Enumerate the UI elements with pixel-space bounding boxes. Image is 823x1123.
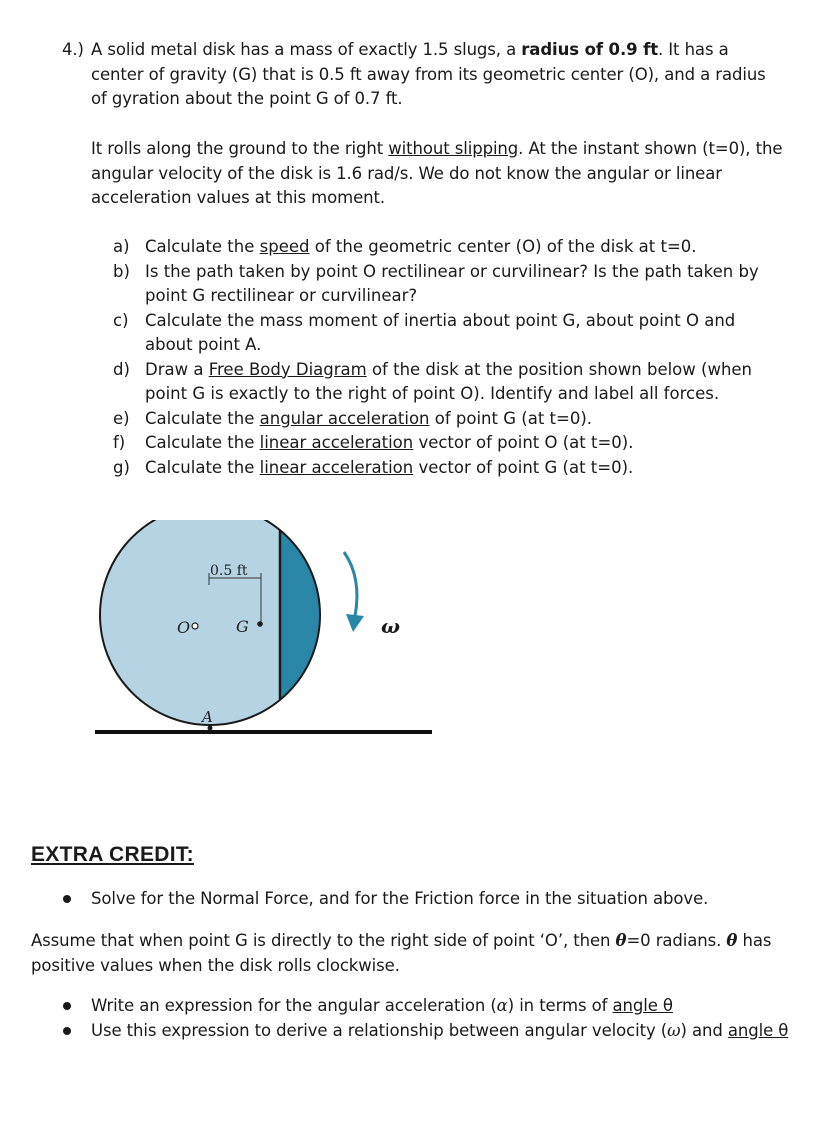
omega-arrowhead-icon [346,614,364,632]
extra-bullet-1: Solve for the Normal Force, and for the Friction force in the situation above. [91,889,709,908]
point-g-marker [257,621,263,627]
extra-bullet-3: Use this expression to derive a relationship between angular velocity (ω) and angle θ [91,1021,789,1040]
omega-label: ω [381,614,401,638]
omega-arrow-icon [344,552,357,616]
question-parts-list [113,235,763,480]
disk-dark-edge [280,520,340,740]
p1-text-c: . It has a center of gravity (G) that is 0.5 ft away from its geometric center (O), and a radius of gyration about the point G of 0.7 ft. [91,40,766,108]
bullet-dot-1 [63,895,71,903]
part-f: f) Calculate the linear acceleration vector of point O (at t=0). [113,433,634,452]
p1-radius-bold: radius of 0.9 ft [521,40,658,59]
point-g-label: G [236,617,249,636]
p1-text-a: A solid metal disk has a mass of exactly 1.5 slugs, a [91,40,522,59]
part-a: a) Calculate the speed of the geometric center (O) of the disk at t=0. [113,237,697,256]
angle-theta-underlined: angle θ [612,996,673,1015]
extra-assumption: Assume that when point G is directly to the right side of point ‘O’, then θ=0 radians. θ has positive values when the disk rolls clockwise. [31,931,772,975]
angle-theta-underlined-2: angle θ [727,1021,789,1040]
extra-bullet-2: Write an expression for the angular acceleration (α) in terms of angle θ [91,996,673,1015]
point-a-marker [208,726,213,731]
p2-text-c: . At the instant shown (t=0), the angular velocity of the disk is 1.6 rad/s. We do not know the angular or linear acceleration values at this moment. [91,139,783,207]
theta-symbol-2: θ [726,931,738,950]
omega-symbol: ω [667,1021,681,1040]
p2-without-slipping: without slipping [388,139,519,158]
point-o-marker [192,623,198,629]
point-o-label: O [177,618,191,637]
alpha-symbol: α [496,996,508,1015]
part-b: b) Is the path taken by point O rectilinear or curvilinear? Is the path taken by point G rectilinear or curvilinear? [113,261,759,305]
part-c: c) Calculate the mass moment of inertia about point G, about point O and about point A. [113,310,736,354]
dimension-label: 0.5 ft [210,563,248,579]
point-a-label: A [202,708,213,726]
bullet-dot-2 [63,1002,71,1010]
problem-paragraph-1 [91,38,781,112]
part-d: d) Draw a Free Body Diagram of the disk at the position shown below (when point G is exactly to the right of point O). Identify and label all forces. [113,359,753,403]
part-g: g) Calculate the linear acceleration vector of point G (at t=0). [113,457,634,477]
p2-text-a: It rolls along the ground to the right [91,139,389,158]
theta-symbol: θ [615,931,627,950]
part-e: e) Calculate the angular acceleration of point G (at t=0). [113,408,593,428]
problem-number: 4.) [62,40,84,59]
bullet-dot-3 [63,1027,71,1035]
disk-diagram [90,520,440,745]
extra-credit-title: EXTRA CREDIT: [31,843,194,866]
problem-paragraph-2 [91,137,791,211]
